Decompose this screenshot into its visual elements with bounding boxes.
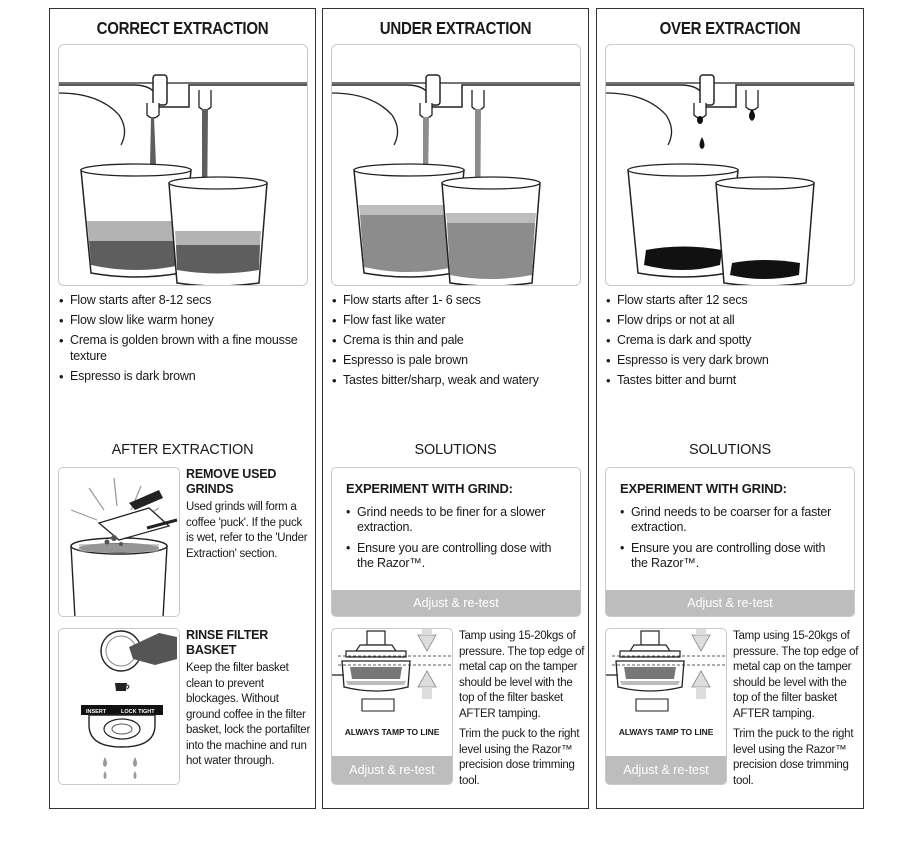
espresso-pour-image: [606, 45, 855, 286]
bullet-item: • Flow fast like water: [332, 313, 584, 329]
under-extraction-illustration: [331, 44, 581, 286]
adjust-retest-button[interactable]: Adjust & re-test: [606, 756, 726, 784]
solution-list: [346, 505, 571, 577]
adjust-retest-button[interactable]: Adjust & re-test: [606, 590, 854, 616]
bullet-item: • Tastes bitter and burnt: [606, 373, 858, 389]
tamp-caption: ALWAYS TAMP TO LINE: [618, 727, 714, 737]
rinse-basket-image: [59, 629, 180, 785]
adjust-retest-button[interactable]: Adjust & re-test: [332, 756, 452, 784]
tamp-instructions: [459, 629, 585, 794]
solution-list: [620, 505, 845, 577]
bullet-item: • Flow slow like warm honey: [59, 313, 311, 329]
tamp-text-1: Tamp using 15-20kgs of pressure. The top edge of metal cap on the tamper should be level with the top of the filter basket AFTER tamping.: [459, 630, 585, 720]
bullet-item: • Tastes bitter/sharp, weak and watery: [332, 373, 584, 389]
tamp-text-2: Trim the puck to the right level using the Razor™ precision dose trimming tool.: [459, 728, 580, 787]
espresso-pour-image: [332, 45, 581, 286]
remove-grinds-illustration: [58, 467, 180, 617]
solutions-title: SOLUTIONS: [689, 442, 771, 458]
solution-item: • Grind needs to be finer for a slower extraction.: [346, 505, 571, 535]
bullet-item: • Flow starts after 1- 6 secs: [332, 293, 584, 309]
bullet-item: • Flow starts after 8-12 secs: [59, 293, 311, 309]
solution-item: • Ensure you are controlling dose with the Razor™.: [346, 541, 571, 571]
solutions-title: SOLUTIONS: [414, 442, 497, 458]
bullet-item: • Espresso is very dark brown: [606, 353, 858, 369]
solution-box: [331, 467, 581, 617]
tamp-text-2: Trim the puck to the right level using the Razor™ precision dose trimming tool.: [733, 728, 854, 787]
solution-heading: EXPERIMENT WITH GRIND:: [346, 481, 513, 496]
under-extraction-bullets: [332, 293, 584, 393]
step-title: RINSE FILTER BASKET: [186, 628, 269, 657]
after-extraction-title: AFTER EXTRACTION: [111, 442, 254, 458]
bullet-item: • Crema is golden brown with a fine mousse texture: [59, 333, 311, 364]
step-body: Used grinds will form a coffee 'puck'. If the puck is wet, refer to the 'Under Extraction' section.: [186, 501, 308, 560]
correct-extraction-illustration: [58, 44, 308, 286]
correct-extraction-bullets: [59, 293, 311, 389]
step-title: REMOVE USED GRINDS: [186, 467, 277, 496]
column-title: CORRECT EXTRACTION: [96, 18, 269, 38]
knock-box-image: [59, 468, 180, 617]
adjust-retest-button[interactable]: Adjust & re-test: [332, 590, 580, 616]
over-extraction-column: [596, 8, 864, 809]
step-body: Keep the filter basket clean to prevent blockages. Without ground coffee in the filter basket, lock the portafilter into the machine and run hot water through.: [186, 662, 311, 767]
column-title: UNDER EXTRACTION: [379, 18, 532, 38]
correct-extraction-column: [49, 8, 316, 809]
solution-heading: EXPERIMENT WITH GRIND:: [620, 481, 787, 496]
rinse-basket-illustration: [58, 628, 180, 785]
rinse-basket-step: [186, 628, 312, 770]
bullet-item: • Flow drips or not at all: [606, 313, 858, 329]
insert-label: INSERT: [86, 709, 107, 715]
bullet-item: • Crema is thin and pale: [332, 333, 584, 349]
tamp-caption: ALWAYS TAMP TO LINE: [344, 727, 440, 737]
tamper-image: [606, 629, 727, 729]
bullet-item: • Espresso is pale brown: [332, 353, 584, 369]
lock-tight-label: LOCK TIGHT: [121, 709, 155, 715]
solution-box: [605, 467, 855, 617]
tamp-instructions: [733, 629, 859, 794]
over-extraction-bullets: [606, 293, 858, 393]
remove-grinds-step: [186, 467, 312, 562]
espresso-pour-image: [59, 45, 308, 286]
over-extraction-illustration: [605, 44, 855, 286]
tamper-image: [332, 629, 453, 729]
tamp-text-1: Tamp using 15-20kgs of pressure. The top edge of metal cap on the tamper should be level with the top of the filter basket AFTER tamping.: [733, 630, 859, 720]
bullet-item: • Espresso is dark brown: [59, 369, 311, 385]
bullet-item: • Crema is dark and spotty: [606, 333, 858, 349]
solution-item: • Ensure you are controlling dose with the Razor™.: [620, 541, 845, 571]
bullet-item: • Flow starts after 12 secs: [606, 293, 858, 309]
tamp-illustration: [605, 628, 727, 785]
tamp-illustration: [331, 628, 453, 785]
under-extraction-column: [322, 8, 589, 809]
column-title: OVER EXTRACTION: [659, 18, 801, 38]
solution-item: • Grind needs to be coarser for a faster extraction.: [620, 505, 845, 535]
